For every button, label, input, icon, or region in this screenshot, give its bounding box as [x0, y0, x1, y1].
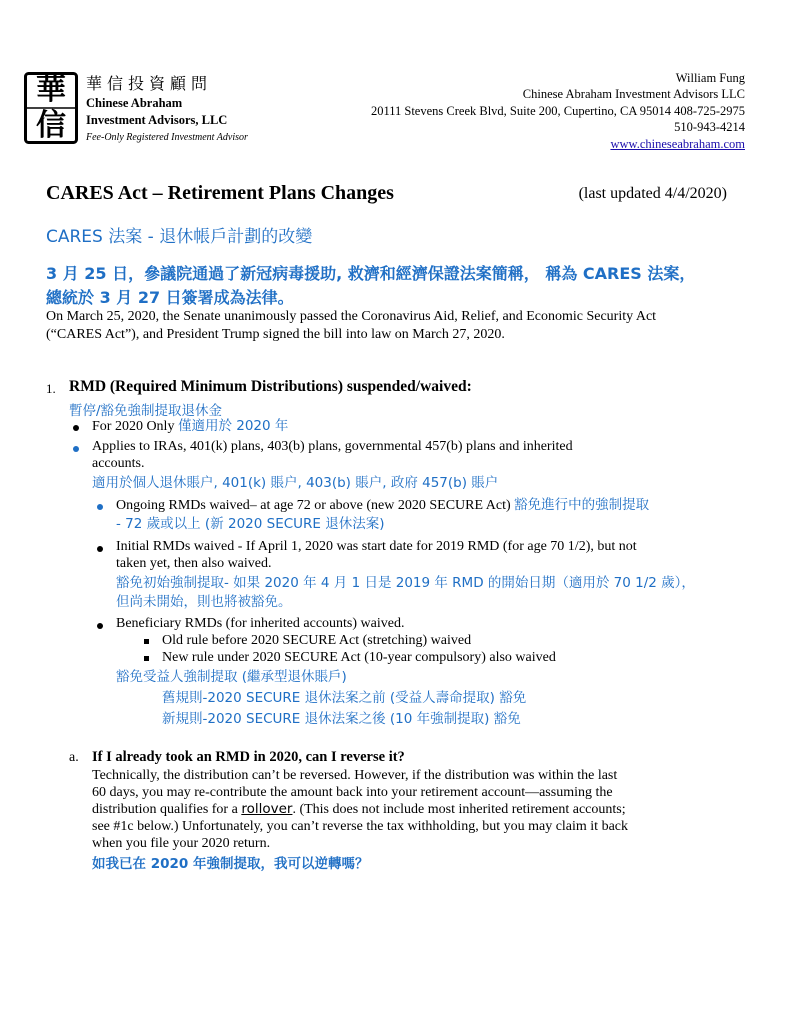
answer-paragraph: [92, 767, 742, 852]
question-chinese: 如我已在 2020 年強制提取，我可以逆轉嗎？: [92, 856, 369, 872]
square-bullet-icon: [144, 656, 149, 661]
answer-line4: see #1c below.) Unfortunately, you can’t reverse the tax withholding, but you may claim it back: [92, 819, 628, 834]
old-rule-chinese: 舊規則-2020 SECURE 退休法案之前 (受益人壽命提取) 豁免: [162, 690, 527, 706]
sub-bullet-icon: [97, 546, 103, 552]
bullet-applies-to-chinese: 適用於個人退休賬户, 401(k) 賬户, 403(b) 賬户, 政府 457(b) 賬户: [92, 475, 499, 491]
sub-bullet-ongoing-rmd-chinese-a: 豁免進行中的強制提取: [514, 497, 650, 513]
sub-bullet-icon: [97, 623, 103, 629]
contact-address: 20111 Stevens Creek Blvd, Suite 200, Cupertino, CA 95014 408-725-2975: [370, 103, 745, 118]
answer-line3-start: distribution qualifies for a: [92, 802, 242, 817]
logo-english-line1: Chinese Abraham: [86, 96, 183, 110]
contact-name: William Fung: [675, 71, 745, 85]
beneficiary-chinese-heading: 豁免受益人強制提取 (繼承型退休賬戶): [116, 669, 347, 685]
sub-bullet-icon: [97, 504, 103, 510]
sub-bullet-initial-rmd-line2: taken yet, then also waived.: [116, 556, 272, 571]
last-updated: (last updated 4/4/2020): [578, 185, 727, 202]
sub-bullet-beneficiary-rmd: Beneficiary RMDs (for inherited accounts) waived.: [116, 616, 405, 631]
logo-seal-char-top: 華: [36, 72, 66, 107]
document-title-chinese: CARES 法案 - 退休帳戶計劃的改變: [46, 227, 313, 247]
sub-bullet-ongoing-rmd-text: Ongoing RMDs waived– at age 72 or above (new 2020 SECURE Act): [116, 498, 515, 513]
bullet-icon: [73, 446, 79, 452]
intro-chinese-line2: 總統於 3 月 27 日簽署成為法律。: [46, 288, 294, 307]
document-title: CARES Act – Retirement Plans Changes: [46, 182, 394, 204]
bullet-applies-to-line2: accounts.: [92, 456, 145, 471]
sub-bullet-initial-rmd-line1: Initial RMDs waived - If April 1, 2020 was start date for 2019 RMD (for age 70 1/2), but not: [116, 539, 637, 554]
logo-tagline: Fee-Only Registered Investment Advisor: [86, 132, 248, 143]
contact-block: [371, 70, 745, 152]
answer-line3-end: . (This does not include most inherited retirement accounts;: [292, 802, 626, 817]
question-heading: If I already took an RMD in 2020, can I reverse it?: [92, 749, 405, 765]
new-rule-chinese: 新規則-2020 SECURE 退休法案之後 (10 年強制提取) 豁免: [162, 711, 521, 727]
bullet-applies-to: [92, 438, 742, 493]
section-heading: RMD (Required Minimum Distributions) suspended/waived:: [69, 378, 472, 395]
website-link[interactable]: www.chineseabraham.com: [610, 136, 745, 151]
square-bullet-icon: [144, 639, 149, 644]
sub-bullet-ongoing-rmd-chinese-b: - 72 歲或以上 (新 2020 SECURE 退休法案): [116, 516, 385, 532]
bullet-icon: [73, 425, 79, 431]
intro-chinese-line1: 3 月 25 日，參議院通過了新冠病毒援助, 救濟和經濟保證法案簡稱， 稱為 CARES 法案，: [46, 264, 696, 283]
rollover-link[interactable]: rollover: [241, 801, 293, 817]
sub-bullet-initial-rmd-chinese-line2: 但尚未開始，則也將被豁免。: [116, 594, 292, 610]
intro-english-line2: (“CARES Act”), and President Trump signed the bill into law on March 27, 2020.: [46, 327, 505, 342]
sub-bullet-new-rule: New rule under 2020 SECURE Act (10-year compulsory) also waived: [162, 650, 556, 665]
bullet-2020-only-chinese: 僅適用於 2020 年: [177, 418, 289, 434]
sub-bullet-initial-rmd: [116, 538, 756, 612]
sub-bullet-initial-rmd-chinese-line1: 豁免初始強制提取- 如果 2020 年 4 月 1 日是 2019 年 RMD 的開始日期（適用於 70 1/2 歲），: [116, 575, 695, 591]
answer-line2: 60 days, you may re-contribute the amount back into your retirement account—assuming the: [92, 785, 613, 800]
logo-chinese-name: 華信投資顧問: [86, 74, 213, 93]
section-heading-chinese: 暫停/豁免強制提取退休金: [69, 403, 223, 419]
sub-bullet-ongoing-rmd: [116, 496, 756, 534]
answer-line1: Technically, the distribution can’t be reversed. However, if the distribution was within the last: [92, 768, 618, 783]
answer-line5: when you file your 2020 return.: [92, 836, 271, 851]
logo-english-line2: Investment Advisors, LLC: [86, 113, 228, 127]
question-label: a.: [69, 750, 79, 765]
contact-company: Chinese Abraham Investment Advisors LLC: [522, 87, 745, 102]
intro-chinese: [46, 262, 756, 310]
sub-bullet-old-rule: Old rule before 2020 SECURE Act (stretching) waived: [162, 633, 472, 648]
bullet-2020-only-text: For 2020 Only: [92, 419, 178, 434]
logo-seal-char-bottom: 信: [36, 108, 66, 143]
bullet-2020-only: [92, 417, 742, 436]
intro-english-line1: On March 25, 2020, the Senate unanimously passed the Coronavirus Aid, Relief, and Economic Security Act: [46, 309, 657, 324]
intro-english: [46, 308, 746, 344]
section-number: 1.: [46, 381, 56, 396]
contact-phone2: 510-943-4214: [674, 120, 745, 135]
bullet-applies-to-line1: Applies to IRAs, 401(k) plans, 403(b) plans, governmental 457(b) plans and inherited: [92, 439, 573, 454]
